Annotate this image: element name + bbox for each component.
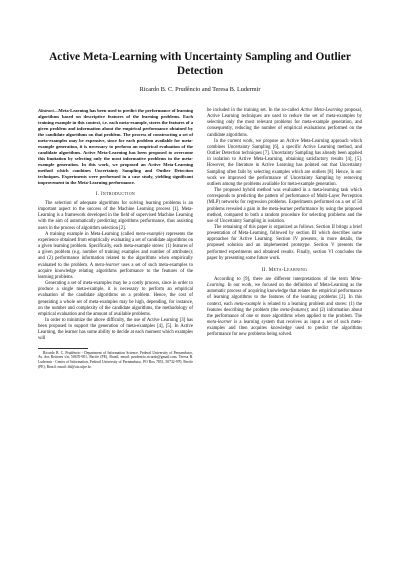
intro-paragraph-7: The proposed hybrid method was evaluated in a meta-learning task which corresponds to predicting the pattern of performance of Multi-Layer Perceptron (MLP) networks for regression problems. Experiments performed on a set of 50 problems revealed a gain in the meta-learner performance by using the proposed method, compared to both a random procedure for selecting problems and the use of Uncertainty Sampling in isolation. [207,188,362,224]
paper-authors: Ricardo B. C. Prudêncio and Teresa B. Ludermir [139,86,261,93]
author-footnote: Ricardo B. C. Prudêncio - Department of Information Science, Federal University of Pernambuco, Av. dos Reitores s/n, 50670-901, Recife (PE), Brazil, email: prudencio.ricardo@gmail.com. Teresa B. Ludermir - Center of Information, Federal University of Pernambuco, PO Box 7851, 50732-970, Recife (PE), Brazil, email: tbl@cin.ufpe.br. [38,350,193,369]
intro-paragraph-8: The remaining of this paper is organized as follows. Section II brings a brief presentation of Meta-Learning, followed by section III which describes some approaches for Active Learning. Section IV presents, in more details, the proposed solution and an implemented prototype. Section V presents the performed experiments and obtained results. Finally, section VI concludes the paper by presenting some future work. [207,224,362,261]
abstract-text: Meta-Learning has been used to predict the performance of learning algorithms based on descriptive features of the learning problems. Each training example in this context, i.e. each meta-example, stores the features of a given problem and information about the empirical performance obtained by the candidate algorithms on that problem. The process of constructing a set of meta-examples may be expensive, since for each problem available for meta-example generation, it is necessary to perform an empirical evaluation of the candidate algorithms. Active Meta-Learning has been proposed to overcome this limitation by selecting only the most informative problems in the meta-example generation. In this work, we proposed an Active Meta-Learning method which combines Uncertainty Sampling and Outlier Detection techniques. Experiments were performed in a case study, yielding significant improvement in the Meta-Learning performance. [38,108,193,185]
paper-title: Active Meta-Learning with Uncertainty Sampling and Outlier Detection [49,51,351,77]
abstract [38,108,193,186]
left-column [38,108,193,369]
intro-paragraph-1: The selection of adequate algorithms for solving learning problems is an important aspect to the success of the Machine Learning process [1]. Meta-Learning is a framework developed in the field of supervised Machine Learning with the aim of automatically predicting algorithms performance, thus assisting users in the process of algorithm selection [2]. [38,201,193,231]
section-heading-introduction: I. Introduction [95,192,136,197]
meta-learning-paragraph-1: According to [9], there are different interpretations of the term Meta-Learning. In our work, we focused on the definition of Meta-Learning as the automatic process of acquiring knowledge that relates the empirical performance of learning algorithms to the features of the learning problems [2]. In this context, each meta-example is related to a learning problem and stores: (1) the features describing the problem (the meta-features); and (2) information about the performance of one or more algorithms when applied to the problem. The meta-learner is a learning system that receives as input a set of such meta-examples and then acquires knowledge used to predict the algorithms performance for new problems being solved. [207,276,363,338]
intro-paragraph-6: In the current work, we propose an Active Meta-Learning approach which combines Uncertainty Sampling [6], a specific Active Learning method, and Outlier Detection techniques [7]. Uncertainty Sampling has already been applied in isolation to Active Meta-Learning, obtaining satisfactory results [4], [5]. However, the literature in Active Learning has pointed out that Uncertainty Sampling often fails by selecting examples which are outliers [8]. Hence, in our work we improved the performance of Uncertainty Sampling by removing outliers among the problems available for meta-example generation. [207,138,362,187]
abstract-label: Abstract— [38,108,59,113]
intro-paragraph-5: be included in the training set. In the so-called Active Meta-Learning proposal, Active Learning techniques are used to reduce the set of meta-examples by selecting only the most relevant problems for meta-example generation, and consequently, reducing the number of empirical evaluations performed on the candidate algorithms. [207,108,362,138]
intro-paragraph-2: A training example in Meta-Learning (called meta-example) represents the experience obtained from empirically evaluating a set of candidate algorithms on a given learning problem. Specifically, each meta-example stores: (1) features of a given problem (e.g. number of training examples and number of attributes); and (2) performance information related to the algorithms when empirically evaluated to the problem. A meta-learner uses a set of such meta-examples to acquire knowledge relating algorithms performance to the features of the learning problems. [38,231,194,280]
footnote-divider [38,348,88,349]
section-heading-meta-learning: II. Meta-Learning [261,267,308,273]
intro-paragraph-3: Generating a set of meta-examples may be a costly process, since in order to produce a single meta-example, it is necessary to perform an empirical evaluation of the candidate algorithms on a problem. Hence, the cost of generating a whole set of meta-examples may be high, depending, for instance, on the number and complexity of the candidate algorithms, the methodology of empirical evaluation and the amount of available problems. [38,281,193,317]
intro-paragraph-4: In order to minimize the above difficulty, the use of Active Learning [3] has been proposed to support the generation of meta-examples [4], [5]. In Active Learning, the learner has some ability to decide at each moment which examples will [38,317,193,342]
right-column [207,108,362,338]
